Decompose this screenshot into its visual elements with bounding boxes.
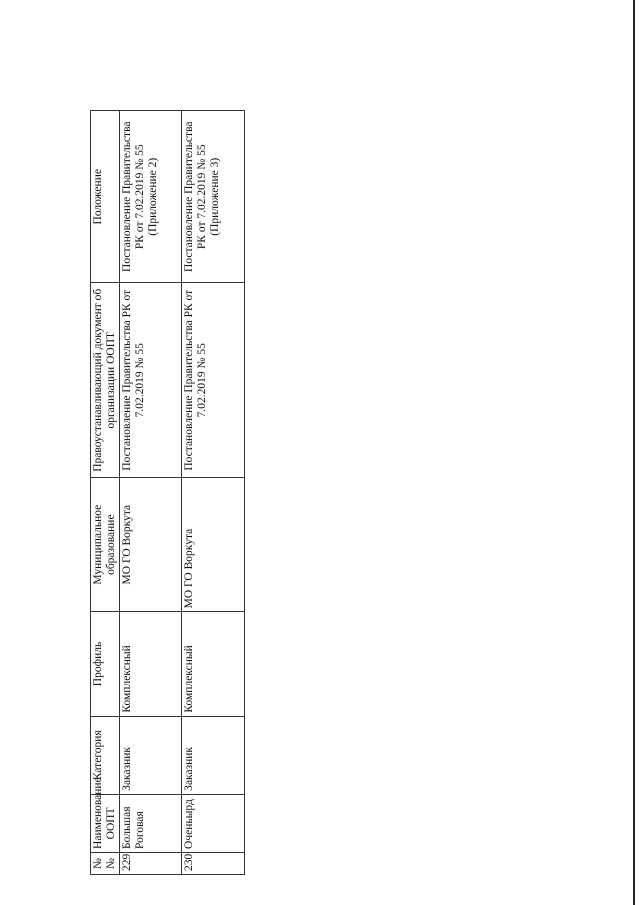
cell-category: Заказник: [119, 716, 181, 794]
header-regulation: Положение: [91, 111, 120, 284]
cell-municipality: МО ГО Воркута: [181, 478, 244, 612]
cell-name: Большая Роговая: [119, 794, 181, 852]
cell-regulation: Постановление Правительства РК от 7.02.2019 № 55 (Приложение 2): [119, 111, 181, 284]
cell-document: Постановление Правительства РК от 7.02.2019 № 55: [119, 283, 181, 478]
cell-category: Заказник: [181, 716, 244, 794]
cell-name: Оченьырд: [181, 794, 244, 852]
cell-municipality: МО ГО Воркута: [119, 478, 181, 612]
cell-num: 229: [119, 852, 181, 874]
table-header-row: [91, 111, 120, 875]
table-row: [181, 111, 244, 875]
scan-edge-line: [633, 0, 635, 905]
cell-profile: Комплексный: [181, 612, 244, 716]
header-name: Наименование ООПТ: [91, 794, 120, 852]
rotated-table: [90, 110, 245, 875]
rotated-table-container: [90, 110, 245, 875]
header-municipality: Муниципальное образование: [91, 478, 120, 612]
header-num: № №: [91, 852, 120, 874]
cell-num: 230: [181, 852, 244, 874]
cell-document: Постановление Правительства РК от 7.02.2019 № 55: [181, 283, 244, 478]
header-document-label: Правоустанавливающий документ об организации ООПТ: [92, 288, 117, 472]
table-row: [119, 111, 181, 875]
header-category: Категория: [91, 716, 120, 794]
protected-areas-table: [90, 110, 245, 875]
cell-regulation: Постановление Правительства РК от 7.02.2019 № 55 (Приложение 3): [181, 111, 244, 284]
header-document: [91, 283, 120, 478]
header-profile: Профиль: [91, 612, 120, 716]
cell-profile: Комплексный: [119, 612, 181, 716]
